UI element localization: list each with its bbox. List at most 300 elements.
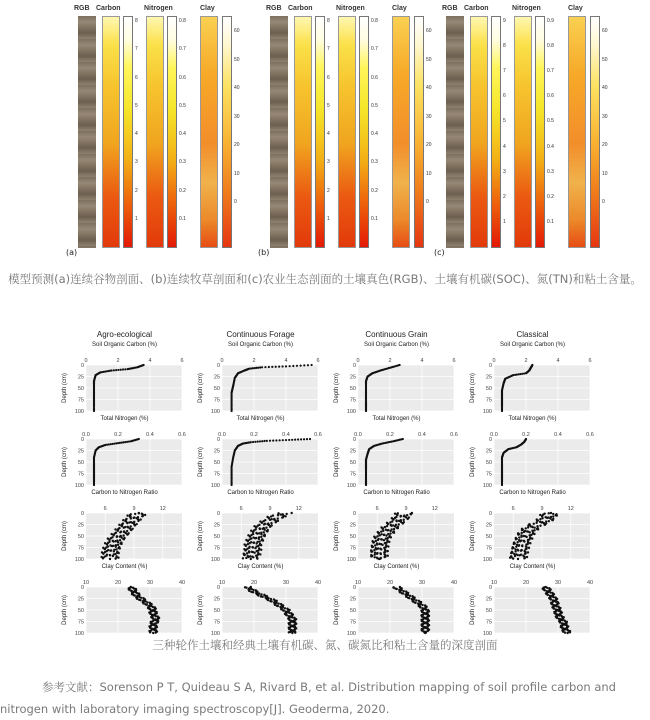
data-point — [292, 365, 294, 367]
data-point — [518, 536, 520, 538]
variable-title: Soil Organic Carbon (%) — [227, 342, 294, 348]
y-axis-label: Depth (cm) — [470, 373, 476, 403]
data-point — [278, 366, 280, 368]
x-tick-label: 0.2 — [386, 432, 394, 438]
y-tick-label: 75 — [77, 471, 84, 478]
x-tick-label: 30 — [146, 580, 154, 586]
plot-canvas — [466, 342, 599, 416]
data-point — [112, 540, 114, 542]
data-point — [247, 556, 249, 558]
x-tick-label: 20 — [250, 580, 258, 586]
data-point — [425, 608, 427, 610]
y-tick-label: 0 — [488, 511, 492, 517]
y-tick-label: 75 — [213, 619, 220, 626]
y-tick-label: 100 — [210, 409, 220, 415]
data-point — [365, 410, 367, 412]
column-title: Agro-ecological — [96, 330, 153, 339]
colorbar-tick: 0.9 — [547, 18, 554, 24]
y-tick-label: 100 — [74, 557, 84, 563]
y-axis-label: Depth (cm) — [198, 521, 204, 551]
data-point — [252, 591, 254, 593]
variable-title: Clay Content (%) — [237, 564, 284, 570]
plot-canvas — [58, 416, 191, 490]
data-point — [515, 538, 517, 540]
data-point — [259, 553, 261, 555]
column-header: Clay — [392, 5, 407, 12]
y-tick-label: 50 — [77, 460, 84, 466]
data-point — [285, 439, 287, 441]
y-tick-label: 0 — [80, 437, 84, 443]
y-tick-label: 0 — [80, 511, 84, 517]
y-tick-label: 75 — [349, 471, 356, 478]
data-point — [252, 546, 254, 548]
data-point — [290, 512, 292, 514]
spectral-panel — [66, 0, 262, 262]
data-point — [144, 514, 146, 516]
colorbar-tick: 0.1 — [547, 218, 554, 225]
data-point — [132, 517, 134, 519]
x-tick-label: 30 — [554, 580, 562, 586]
data-point — [242, 557, 244, 559]
plot-canvas — [330, 490, 463, 564]
colorbar-tick: 0 — [602, 199, 605, 206]
data-point — [117, 541, 119, 543]
data-point — [113, 550, 115, 552]
y-tick-label: 0 — [216, 585, 220, 591]
profile-plot — [58, 416, 191, 490]
x-tick-label: 30 — [282, 580, 290, 586]
y-axis-label: Depth (cm) — [334, 447, 340, 477]
data-point — [264, 366, 266, 368]
y-tick-label: 50 — [485, 608, 492, 614]
data-point — [415, 599, 417, 601]
data-point — [529, 531, 531, 533]
data-point — [104, 548, 106, 550]
data-point — [402, 522, 404, 524]
colorbar-tick: 5 — [503, 118, 506, 125]
data-point — [255, 542, 257, 544]
colorbar-tick: 2 — [503, 193, 506, 200]
data-point — [377, 539, 379, 541]
colorbar-tick: 6 — [327, 74, 330, 81]
colorbar-tick: 0.2 — [371, 187, 378, 194]
y-tick-label: 75 — [77, 619, 84, 626]
nitrogen-colorbar — [167, 16, 177, 248]
data-point — [512, 557, 514, 559]
colorbar-tick: 8 — [503, 43, 506, 50]
colorbar-tick: 50 — [602, 56, 608, 63]
y-tick-label: 100 — [210, 631, 220, 637]
colorbar-tick: 1 — [135, 215, 138, 222]
colorbar-tick: 9 — [503, 18, 506, 24]
x-tick-label: 0.0 — [490, 432, 498, 438]
y-axis-label: Depth (cm) — [334, 373, 340, 403]
data-point — [533, 533, 535, 535]
colorbar-tick: 4 — [327, 131, 330, 137]
data-point — [550, 512, 552, 514]
data-point — [270, 515, 272, 517]
data-point — [281, 365, 283, 367]
data-point — [113, 369, 115, 371]
x-tick-label: 0.6 — [178, 432, 186, 438]
data-point — [387, 555, 389, 557]
data-point — [252, 441, 254, 443]
data-point — [277, 517, 279, 519]
data-point — [533, 523, 535, 525]
colorbar-tick: 1 — [503, 218, 506, 225]
column-header: RGB — [266, 5, 282, 12]
data-point — [526, 556, 528, 558]
colorbar-tick: 20 — [602, 142, 608, 149]
data-point — [370, 555, 372, 557]
data-point — [246, 552, 248, 554]
colorbar-tick: 0.5 — [371, 102, 378, 109]
column-header: RGB — [74, 5, 90, 12]
data-point — [537, 528, 539, 530]
y-tick-label: 100 — [346, 409, 356, 415]
data-point — [280, 513, 282, 515]
colorbar-tick: 8 — [135, 18, 138, 24]
y-tick-label: 25 — [77, 522, 84, 529]
data-point — [117, 552, 119, 554]
y-tick-label: 50 — [77, 534, 84, 540]
x-tick-label: 6 — [588, 358, 592, 364]
data-point — [248, 590, 250, 592]
hyperspectral-figure — [0, 0, 650, 262]
data-point — [387, 545, 389, 547]
data-point — [548, 512, 550, 514]
data-point — [248, 551, 250, 553]
x-tick-label: 9 — [540, 506, 544, 512]
data-point — [254, 537, 256, 539]
data-point — [267, 599, 269, 601]
data-point — [115, 540, 117, 542]
data-point — [269, 519, 271, 521]
data-point — [261, 596, 263, 598]
data-point — [510, 552, 512, 554]
data-point — [111, 545, 113, 547]
panel-letter: (a) — [66, 248, 78, 257]
colorbar-tick: 0.6 — [547, 93, 554, 100]
data-point — [296, 365, 298, 367]
clay-colorbar — [590, 16, 600, 248]
profile-plot — [58, 490, 191, 564]
y-axis-label: Depth (cm) — [334, 595, 340, 625]
data-point — [134, 513, 136, 515]
y-tick-label: 25 — [77, 448, 84, 455]
data-point — [297, 438, 299, 440]
profile-plot — [466, 564, 599, 638]
carbon-colorbar — [491, 16, 501, 248]
y-tick-label: 25 — [485, 448, 492, 455]
y-tick-label: 100 — [210, 557, 220, 563]
nitrogen-colorbar — [535, 16, 545, 248]
data-point — [300, 364, 302, 366]
data-point — [139, 599, 141, 601]
data-point — [408, 597, 410, 599]
data-point — [269, 440, 271, 442]
data-point — [119, 531, 121, 533]
x-tick-label: 0.0 — [354, 432, 362, 438]
data-point — [509, 556, 511, 558]
colorbar-tick: 0.3 — [371, 159, 378, 166]
data-point — [521, 532, 523, 534]
colorbar-tick: 60 — [602, 28, 608, 34]
panel-letter: (b) — [258, 248, 270, 257]
data-point — [558, 614, 560, 616]
data-point — [303, 364, 305, 366]
y-tick-label: 75 — [213, 471, 220, 478]
x-tick-label: 0.2 — [522, 432, 530, 438]
y-tick-label: 25 — [213, 522, 220, 529]
data-point — [112, 555, 114, 557]
nitrogen-map — [514, 16, 532, 248]
data-point — [409, 595, 411, 597]
data-point — [383, 556, 385, 558]
x-tick-label: 0.6 — [314, 432, 322, 438]
data-point — [265, 527, 267, 529]
data-point — [556, 514, 558, 516]
colorbar-tick: 0.8 — [179, 18, 186, 24]
x-tick-label: 10 — [218, 580, 226, 586]
plot-canvas — [466, 416, 599, 490]
y-tick-label: 0 — [80, 363, 84, 369]
plot-canvas — [330, 564, 463, 638]
data-point — [521, 529, 523, 531]
y-tick-label: 25 — [213, 374, 220, 381]
data-point — [155, 615, 157, 617]
colorbar-tick: 0.3 — [179, 159, 186, 166]
colorbar-tick: 7 — [135, 46, 138, 53]
colorbar-tick: 0 — [234, 199, 237, 206]
data-point — [396, 588, 398, 590]
data-point — [262, 539, 264, 541]
y-tick-label: 50 — [77, 386, 84, 392]
x-tick-label: 40 — [586, 580, 594, 586]
data-point — [244, 549, 246, 551]
data-point — [253, 552, 255, 554]
depth-profile-figure — [58, 330, 594, 637]
y-tick-label: 100 — [210, 483, 220, 489]
x-tick-label: 0.0 — [82, 432, 90, 438]
colorbar-tick: 30 — [234, 113, 240, 120]
y-axis-label: Depth (cm) — [62, 373, 68, 403]
y-tick-label: 75 — [485, 545, 492, 552]
data-point — [122, 368, 124, 370]
column-title: Classical — [516, 330, 549, 339]
data-point — [260, 549, 262, 551]
data-point — [102, 557, 104, 559]
reference-citation: 参考文献：Sorenson P T, Quideau S A, Rivard B, et al. Distribution mapping of soil profile carbon and nitrogen with laboratory imaging spectroscopy[J]. Geoderma, 2020. — [0, 680, 616, 716]
variable-title: Carbon to Nitrogen Ratio — [91, 490, 158, 496]
data-point — [117, 556, 119, 558]
colorbar-tick: 10 — [234, 170, 240, 177]
colorbar-tick: 7 — [503, 68, 506, 75]
data-point — [231, 484, 233, 486]
colorbar-tick: 3 — [503, 168, 506, 175]
y-tick-label: 0 — [352, 437, 356, 443]
data-point — [374, 553, 376, 555]
data-point — [275, 521, 277, 523]
data-point — [541, 521, 543, 523]
data-point — [525, 536, 527, 538]
data-point — [414, 602, 416, 604]
data-point — [127, 368, 129, 370]
colorbar-tick: 0.8 — [371, 18, 378, 24]
y-tick-label: 100 — [482, 557, 492, 563]
data-point — [527, 551, 529, 553]
data-point — [137, 520, 139, 522]
data-point — [126, 533, 128, 535]
y-tick-label: 0 — [216, 437, 220, 443]
data-point — [307, 364, 309, 366]
data-point — [263, 523, 265, 525]
column-header: RGB — [442, 5, 458, 12]
data-point — [525, 527, 527, 529]
y-tick-label: 100 — [346, 631, 356, 637]
colorbar-tick: 20 — [426, 142, 432, 149]
data-point — [250, 558, 252, 560]
data-point — [380, 548, 382, 550]
x-tick-label: 10 — [490, 580, 498, 586]
data-point — [365, 484, 367, 486]
data-point — [93, 484, 95, 486]
data-point — [539, 518, 541, 520]
colorbar-tick: 30 — [426, 113, 432, 120]
data-point — [109, 554, 111, 556]
data-point — [523, 531, 525, 533]
variable-title: Total Nitrogen (%) — [508, 416, 557, 422]
x-tick-label: 0 — [356, 358, 360, 364]
data-point — [517, 558, 519, 560]
data-point — [258, 540, 260, 542]
data-point — [377, 532, 379, 534]
data-point — [388, 541, 390, 543]
colorbar-tick: 10 — [602, 170, 608, 177]
data-point — [122, 534, 124, 536]
data-point — [115, 369, 117, 371]
y-tick-label: 0 — [216, 511, 220, 517]
data-point — [518, 545, 520, 547]
x-tick-label: 6 — [316, 358, 320, 364]
x-tick-label: 2 — [116, 358, 120, 364]
profile-plot — [466, 416, 599, 490]
y-tick-label: 25 — [485, 596, 492, 603]
data-point — [152, 606, 154, 608]
x-tick-label: 30 — [418, 580, 426, 586]
data-point — [300, 438, 302, 440]
x-tick-label: 0.2 — [114, 432, 122, 438]
y-tick-label: 0 — [216, 363, 220, 369]
data-point — [275, 366, 277, 368]
data-point — [385, 537, 387, 539]
colorbar-tick: 0.2 — [179, 187, 186, 194]
y-tick-label: 50 — [213, 608, 220, 614]
data-point — [531, 537, 533, 539]
variable-title: Clay Content (%) — [373, 564, 420, 570]
y-tick-label: 75 — [349, 545, 356, 552]
colorbar-tick: 8 — [327, 18, 330, 24]
data-point — [118, 524, 120, 526]
y-tick-label: 0 — [352, 511, 356, 517]
data-point — [117, 530, 119, 532]
data-point — [390, 536, 392, 538]
data-point — [501, 410, 503, 412]
colorbar-tick: 3 — [135, 159, 138, 166]
data-point — [245, 545, 247, 547]
data-point — [138, 512, 140, 514]
y-tick-label: 50 — [213, 386, 220, 392]
data-point — [381, 538, 383, 540]
data-point — [146, 604, 148, 606]
x-tick-label: 12 — [295, 506, 302, 512]
data-point — [514, 555, 516, 557]
colorbar-tick: 2 — [327, 187, 330, 194]
data-point — [134, 524, 136, 526]
data-point — [514, 550, 516, 552]
data-point — [370, 551, 372, 553]
data-point — [245, 586, 247, 588]
data-point — [261, 522, 263, 524]
x-tick-label: 0.0 — [218, 432, 226, 438]
x-tick-label: 40 — [450, 580, 458, 586]
x-tick-label: 10 — [82, 580, 90, 586]
x-tick-label: 6 — [452, 358, 456, 364]
profile-plot — [58, 342, 191, 416]
data-point — [548, 520, 550, 522]
x-tick-label: 4 — [420, 358, 424, 364]
data-point — [403, 590, 405, 592]
data-point — [375, 540, 377, 542]
clay-map — [568, 16, 586, 248]
colorbar-tick: 10 — [426, 170, 432, 177]
figure1-caption: 模型预测(a)连续谷物剖面、(b)连续牧草剖面和(c)农业生态剖面的土壤真色(RGB)、土壤有机碳(SOC)、氮(TN)和粘土含量。 — [8, 272, 642, 286]
data-point — [303, 438, 305, 440]
data-point — [277, 605, 279, 607]
data-point — [393, 532, 395, 534]
x-tick-label: 0.4 — [418, 432, 426, 438]
plot-canvas — [466, 490, 599, 564]
data-point — [275, 439, 277, 441]
data-point — [403, 519, 405, 521]
y-tick-label: 25 — [349, 596, 356, 603]
x-tick-label: 12 — [159, 506, 166, 512]
data-point — [252, 542, 254, 544]
x-tick-label: 12 — [431, 506, 438, 512]
panel-letter: (c) — [434, 248, 445, 257]
y-tick-label: 50 — [349, 386, 356, 392]
rgb-image — [78, 16, 96, 248]
data-point — [119, 547, 121, 549]
clay-colorbar — [414, 16, 424, 248]
data-point — [254, 441, 256, 443]
x-tick-label: 2 — [388, 358, 392, 364]
column-title: Continuous Grain — [365, 330, 428, 339]
data-point — [243, 554, 245, 556]
data-point — [260, 533, 262, 535]
y-tick-label: 50 — [77, 608, 84, 614]
data-point — [552, 596, 554, 598]
data-point — [123, 538, 125, 540]
data-point — [136, 598, 138, 600]
x-tick-label: 6 — [180, 358, 184, 364]
clay-map — [200, 16, 218, 248]
data-point — [419, 606, 421, 608]
y-tick-label: 0 — [352, 363, 356, 369]
y-tick-label: 0 — [488, 437, 492, 443]
data-point — [288, 439, 290, 441]
y-tick-label: 75 — [213, 545, 220, 552]
